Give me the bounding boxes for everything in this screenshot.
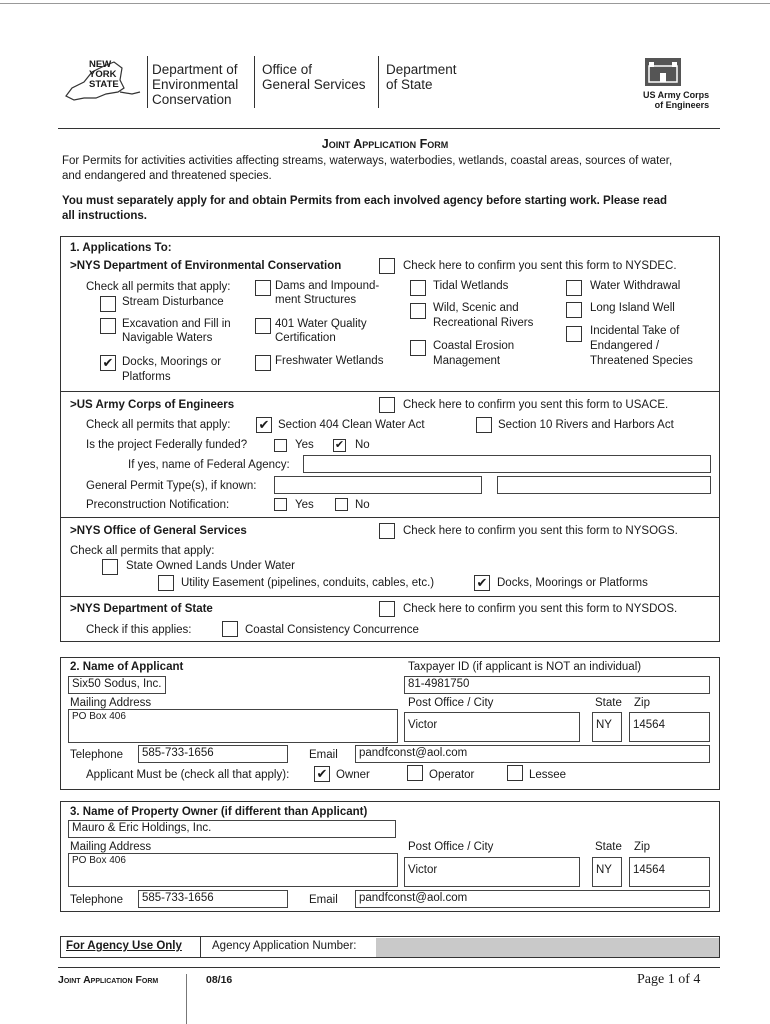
- general-permit-label: General Permit Type(s), if known:: [86, 480, 257, 492]
- applicant-name-input[interactable]: Six50 Sodus, Inc.: [68, 676, 166, 694]
- wild-scenic-checkbox[interactable]: [410, 303, 426, 319]
- usace-title: >US Army Corps of Engineers: [70, 399, 235, 411]
- owner-name-input[interactable]: Mauro & Eric Holdings, Inc.: [68, 820, 396, 838]
- ogs-agency-name: [262, 62, 366, 92]
- funded-yes-label: Yes: [295, 439, 314, 451]
- section-divider: [60, 596, 720, 597]
- agency-line: Department: [386, 62, 457, 77]
- form-subtitle-2: and endangered and threatened species.: [62, 170, 272, 182]
- utility-easement-checkbox[interactable]: [158, 575, 174, 591]
- pcn-yes-label: Yes: [295, 499, 314, 511]
- utility-easement-label: Utility Easement (pipelines, conduits, cables, etc.): [181, 577, 435, 589]
- operator-checkbox[interactable]: [407, 765, 423, 781]
- owner-city-input[interactable]: Victor: [404, 857, 580, 887]
- header-divider: [147, 56, 148, 108]
- applicant-must-be-label: Applicant Must be (check all that apply):: [86, 769, 290, 781]
- section3-heading: 3. Name of Property Owner (if different than Applicant): [70, 806, 368, 818]
- section-divider: [60, 517, 720, 518]
- dos-confirm-checkbox[interactable]: [379, 601, 395, 617]
- ogs-title: >NYS Office of General Services: [70, 525, 247, 537]
- coastal-erosion-label: Coastal Erosion: [433, 340, 515, 352]
- dec-confirm-checkbox[interactable]: [379, 258, 395, 274]
- section-10-checkbox[interactable]: [476, 417, 492, 433]
- stream-disturbance-label: Stream Disturbance: [122, 296, 224, 308]
- docks-moorings-label-2: Platforms: [122, 371, 171, 383]
- form-subtitle: For Permits for activities activities affecting streams, waterways, waterbodies, wetlands, coastal areas, sources of water,: [62, 155, 673, 167]
- state-lands-checkbox[interactable]: [102, 559, 118, 575]
- docks-moorings-label: Docks, Moorings or: [122, 356, 222, 368]
- applicant-mailing-input[interactable]: PO Box 406: [68, 709, 398, 743]
- dec-check-all-label: Check all permits that apply:: [86, 281, 231, 293]
- nys-logo-text: [89, 60, 119, 90]
- taxpayer-label: Taxpayer ID (if applicant is NOT an individual): [408, 661, 642, 673]
- docks-moorings-checkbox[interactable]: ✔: [100, 355, 116, 371]
- dec-title: >NYS Department of Environmental Conservation: [70, 260, 342, 272]
- agency-line: General Services: [262, 77, 366, 92]
- incidental-take-label-3: Threatened Species: [590, 355, 693, 367]
- stream-disturbance-checkbox[interactable]: [100, 296, 116, 312]
- dos-agency-name: [386, 62, 457, 92]
- applicant-mailing-label: Mailing Address: [70, 697, 152, 709]
- applicant-zip-label: Zip: [634, 697, 650, 709]
- owner-email-input[interactable]: pandfconst@aol.com: [355, 890, 710, 908]
- usace-logo-line: of Engineers: [654, 100, 710, 110]
- federal-agency-label: If yes, name of Federal Agency:: [128, 459, 290, 471]
- funded-yes-checkbox[interactable]: [274, 439, 287, 452]
- owner-state-label: State: [595, 841, 622, 853]
- section1-heading: 1. Applications To:: [70, 242, 172, 254]
- section-divider: [60, 391, 720, 392]
- coastal-erosion-checkbox[interactable]: [410, 340, 426, 356]
- owner-zip-label: Zip: [634, 841, 650, 853]
- dos-confirm-label: Check here to confirm you sent this form to NYSDOS.: [403, 603, 678, 615]
- applicant-email-label: Email: [309, 749, 338, 761]
- applicant-state-input[interactable]: NY: [592, 712, 622, 742]
- nys-logo-line: NEW: [89, 59, 112, 70]
- section-404-checkbox[interactable]: ✔: [256, 417, 272, 433]
- long-island-well-label: Long Island Well: [590, 302, 675, 314]
- agency-use-divider: [200, 937, 201, 957]
- state-lands-label: State Owned Lands Under Water: [126, 560, 295, 572]
- agency-use-label: For Agency Use Only: [66, 940, 182, 952]
- nys-logo-line: STATE: [89, 79, 119, 90]
- usace-castle-icon: [645, 58, 681, 86]
- ogs-check-all-label: Check all permits that apply:: [70, 545, 215, 557]
- nys-logo: [62, 58, 144, 104]
- agency-line: Conservation: [152, 92, 232, 107]
- coastal-consistency-checkbox[interactable]: [222, 621, 238, 637]
- freshwater-wetlands-label: Freshwater Wetlands: [275, 355, 384, 367]
- applicant-zip-input[interactable]: 14564: [629, 712, 710, 742]
- form-title: Joint Application Form: [321, 137, 449, 151]
- dos-check-if-label: Check if this applies:: [86, 624, 192, 636]
- scan-artifact-line: [186, 974, 187, 1024]
- water-quality-label-2: Certification: [275, 332, 336, 344]
- owner-state-input[interactable]: NY: [592, 857, 622, 887]
- freshwater-wetlands-checkbox[interactable]: [255, 355, 271, 371]
- dec-agency-name: [152, 62, 238, 107]
- general-permit-input-1[interactable]: [274, 476, 482, 494]
- owner-tel-label: Telephone: [70, 894, 124, 906]
- footer-rule: [58, 967, 720, 968]
- header-rule: [58, 128, 720, 129]
- usace-confirm-checkbox[interactable]: [379, 397, 395, 413]
- water-quality-label: 401 Water Quality: [275, 318, 367, 330]
- excavation-fill-label: Excavation and Fill in: [122, 318, 231, 330]
- taxpayer-input[interactable]: 81-4981750: [404, 676, 710, 694]
- dams-checkbox[interactable]: [255, 280, 271, 296]
- applicant-po-label: Post Office / City: [408, 697, 494, 709]
- owner-mailing-label: Mailing Address: [70, 841, 152, 853]
- coastal-consistency-label: Coastal Consistency Concurrence: [245, 624, 419, 636]
- wild-scenic-label-2: Recreational Rivers: [433, 317, 534, 329]
- incidental-take-label-2: Endangered /: [590, 340, 660, 352]
- pcn-label: Preconstruction Notification:: [86, 499, 230, 511]
- pcn-yes-checkbox[interactable]: [274, 498, 287, 511]
- footer-form-id: Joint Application Form: [58, 974, 159, 986]
- coastal-erosion-label-2: Management: [433, 355, 501, 367]
- agency-line: Department of: [152, 62, 238, 77]
- lessee-label: Lessee: [529, 769, 567, 781]
- header-divider: [378, 56, 379, 108]
- footer-version: 08/16: [206, 974, 233, 986]
- water-withdrawal-checkbox[interactable]: [566, 280, 582, 296]
- usace-check-all-label: Check all permits that apply:: [86, 419, 231, 431]
- tidal-wetlands-checkbox[interactable]: [410, 280, 426, 296]
- wild-scenic-label: Wild, Scenic and: [433, 302, 519, 314]
- top-scan-line: [0, 3, 770, 4]
- dos-title: >NYS Department of State: [70, 603, 213, 615]
- dec-confirm-label: Check here to confirm you sent this form to NYSDEC.: [403, 260, 677, 272]
- funded-no-label: No: [355, 439, 370, 451]
- agency-app-number-field[interactable]: [376, 938, 719, 957]
- incidental-take-label: Incidental Take of: [590, 325, 680, 337]
- section-404-label: Section 404 Clean Water Act: [278, 419, 425, 431]
- dams-label-2: ment Structures: [275, 294, 357, 306]
- lessee-checkbox[interactable]: [507, 765, 523, 781]
- section-10-label: Section 10 Rivers and Harbors Act: [498, 419, 674, 431]
- federal-agency-input[interactable]: [303, 455, 711, 473]
- owner-zip-input[interactable]: 14564: [629, 857, 710, 887]
- water-quality-checkbox[interactable]: [255, 318, 271, 334]
- long-island-well-checkbox[interactable]: [566, 302, 582, 318]
- agency-line: of State: [386, 77, 433, 92]
- excavation-fill-label-2: Navigable Waters: [122, 332, 213, 344]
- usace-logo-line: US Army Corps: [643, 90, 710, 100]
- applicant-tel-label: Telephone: [70, 749, 124, 761]
- usace-confirm-label: Check here to confirm you sent this form to USACE.: [403, 399, 669, 411]
- ogs-confirm-checkbox[interactable]: [379, 523, 395, 539]
- tidal-wetlands-label: Tidal Wetlands: [433, 280, 509, 292]
- incidental-take-checkbox[interactable]: [566, 326, 582, 342]
- applicant-email-input[interactable]: pandfconst@aol.com: [355, 745, 710, 763]
- owner-mailing-input[interactable]: PO Box 406: [68, 853, 398, 887]
- owner-checkbox[interactable]: ✔: [314, 766, 330, 782]
- owner-tel-input[interactable]: 585-733-1656: [138, 890, 288, 908]
- footer-page-number: Page 1 of 4: [637, 972, 701, 987]
- excavation-fill-checkbox[interactable]: [100, 318, 116, 334]
- dams-label: Dams and Impound-: [275, 280, 380, 292]
- usace-logo-text: [643, 90, 709, 110]
- applicant-city-input[interactable]: Victor: [404, 712, 580, 742]
- operator-label: Operator: [429, 769, 475, 781]
- owner-po-label: Post Office / City: [408, 841, 494, 853]
- ogs-confirm-label: Check here to confirm you sent this form to NYSOGS.: [403, 525, 678, 537]
- ogs-docks-label: Docks, Moorings or Platforms: [497, 577, 648, 589]
- water-withdrawal-label: Water Withdrawal: [590, 280, 681, 292]
- applicant-state-label: State: [595, 697, 622, 709]
- section2-heading: 2. Name of Applicant: [70, 661, 184, 673]
- agency-line: Environmental: [152, 77, 239, 92]
- agency-app-number-label: Agency Application Number:: [212, 940, 357, 952]
- applicant-tel-input[interactable]: 585-733-1656: [138, 745, 288, 763]
- agency-line: Office of: [262, 62, 313, 77]
- ogs-docks-checkbox[interactable]: ✔: [474, 575, 490, 591]
- funded-no-checkbox[interactable]: ✔: [334, 439, 345, 451]
- pcn-no-checkbox[interactable]: [335, 498, 348, 511]
- header-divider: [254, 56, 255, 108]
- owner-label: Owner: [336, 769, 370, 781]
- federally-funded-label: Is the project Federally funded?: [86, 439, 248, 451]
- nys-logo-line: YORK: [89, 69, 117, 80]
- general-permit-input-2[interactable]: [497, 476, 711, 494]
- form-warning-2: all instructions.: [62, 210, 147, 222]
- pcn-no-label: No: [355, 499, 370, 511]
- owner-email-label: Email: [309, 894, 338, 906]
- form-warning: You must separately apply for and obtain Permits from each involved agency before starting work. Please read: [62, 195, 667, 207]
